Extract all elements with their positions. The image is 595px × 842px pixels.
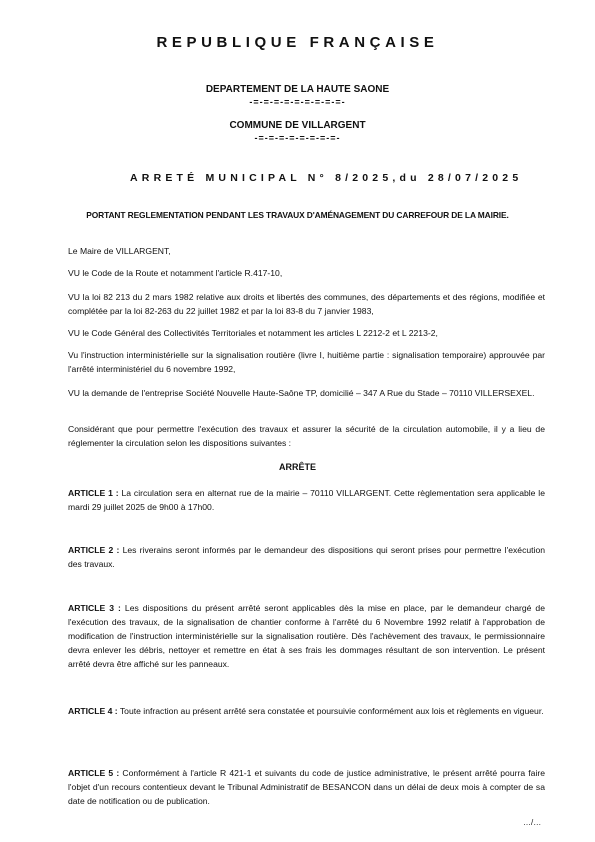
separator-line: -=-=-=-=-=-=-=-=-	[254, 133, 341, 143]
article-4	[68, 704, 545, 718]
article-label: ARTICLE 4 :	[68, 706, 118, 716]
article-text: Les dispositions du présent arrêté seront applicables dès la mise en place, par le demandeur chargé de l'exécution des travaux, de la signalisation de chantier conforme à l'arrêté du 6 Novembre 1992 relatif à l'approbation de modification de l'instruction interministérielle sur la signalisation routière. Dès l'achèvement des travaux, le permissionnaire devra enlever les débris, nettoyer et remettre en état à ses frais les dommages résultant de son intervention. Le présent arrêté devra être affiché sur les panneaux.	[68, 603, 545, 669]
article-label: ARTICLE 2 :	[68, 545, 120, 555]
department-heading: DEPARTEMENT DE LA HAUTE SAONE	[205, 84, 390, 95]
legal-basis-2: VU la loi 82 213 du 2 mars 1982 relative aux droits et libertés des communes, des départements et des régions, modifiée et complétée par la loi 82-263 du 22 juillet 1982 et par la loi 83-8 du 7 janvier 1983,	[68, 292, 545, 316]
article-2	[68, 543, 545, 571]
legal-basis-1: VU le Code de la Route et notamment l'article R.417-10,	[68, 268, 283, 278]
article-3	[68, 601, 545, 671]
commune-heading: COMMUNE DE VILLARGENT	[229, 120, 366, 131]
republic-title: REPUBLIQUE FRANÇAISE	[156, 34, 439, 51]
article-5	[68, 766, 545, 808]
article-label: ARTICLE 3 :	[68, 603, 121, 613]
decree-subject: PORTANT REGLEMENTATION PENDANT LES TRAVAUX D'AMÉNAGEMENT DU CARREFOUR DE LA MAIRIE.	[86, 210, 509, 220]
legal-basis-3: VU le Code Général des Collectivités Territoriales et notamment les articles L 2212-2 et L 2213-2,	[68, 328, 438, 338]
legal-basis-5: VU la demande de l'entreprise Société Nouvelle Haute-Saône TP, domicilié – 347 A Rue du Stade – 70110 VILLERSEXEL.	[68, 388, 535, 398]
article-label: ARTICLE 1 :	[68, 488, 119, 498]
article-text: Toute infraction au présent arrêté sera constatée et poursuivie conformément aux lois et règlements en vigueur.	[117, 706, 544, 716]
article-text: Conformément à l'article R 421-1 et suivants du code de justice administrative, le présent arrêté pourra faire l'objet d'un recours contentieux devant le Tribunal Administratif de BESANCON dans un délai de deux mois à compter de sa date de notification ou de publication.	[68, 768, 546, 806]
decree-title: ARRETÉ MUNICIPAL N° 8/2025,du 28/07/2025	[130, 172, 523, 184]
considerant-paragraph: Considérant que pour permettre l'exécution des travaux et assurer la sécurité de la circulation automobile, il y a lieu de réglementer la circulation selon les dispositions suivantes :	[68, 424, 545, 448]
article-text: La circulation sera en alternat rue de la mairie – 70110 VILLARGENT. Cette règlementation sera applicable le mardi 29 juillet 2025 de 9h00 à 17h00.	[68, 488, 545, 512]
article-label: ARTICLE 5 :	[68, 768, 120, 778]
legal-basis-4: Vu l'instruction interministérielle sur la signalisation routière (livre I, huitième partie : signalisation temporaire) approuvée par l'arrêté interministériel du 6 novembre 1992,	[68, 350, 545, 374]
article-1	[68, 486, 545, 514]
arrete-heading: ARRÊTE	[278, 462, 316, 472]
mayor-line: Le Maire de VILLARGENT,	[68, 246, 171, 256]
article-text: Les riverains seront informés par le demandeur des dispositions qui seront prises pour permettre l'exécution des travaux.	[68, 545, 545, 569]
separator-line: -=-=-=-=-=-=-=-=-=-	[249, 97, 346, 107]
continuation-mark: …/…	[523, 818, 542, 827]
